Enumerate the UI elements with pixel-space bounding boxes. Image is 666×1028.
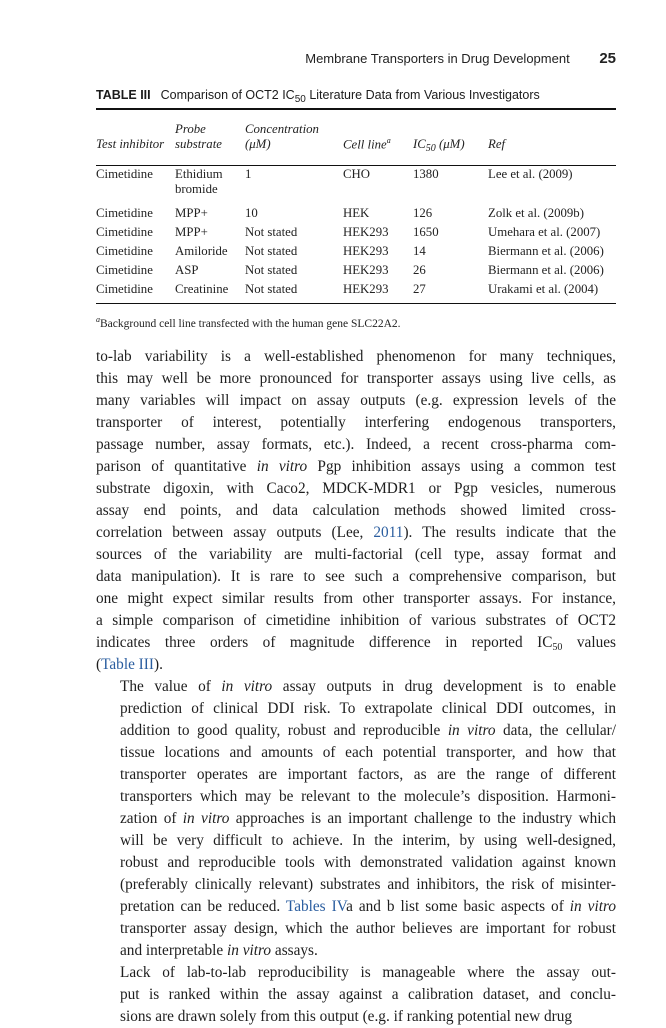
col-ic50-unit: (μM) bbox=[435, 137, 465, 151]
text-run: addition to good quality, robust and reproducible bbox=[120, 722, 448, 739]
text-line: sions are drawn solely from this output (e.g. if ranking potential new drug bbox=[120, 1008, 573, 1025]
cell-probe: ASP bbox=[175, 263, 199, 277]
col-probe-line1: Probe bbox=[175, 122, 206, 136]
text-run: Pgp inhibition assays using a common test bbox=[307, 458, 616, 475]
table-row bbox=[96, 282, 616, 301]
col-ic50 bbox=[413, 116, 488, 156]
text-run: ). The results indicate that the bbox=[403, 524, 617, 541]
cell-concentration: 1 bbox=[245, 167, 252, 181]
text-run: and interpretable bbox=[120, 942, 228, 959]
text-line: tissue locations and amounts of each potential transporter, and how that bbox=[120, 744, 616, 761]
cell-concentration: Not stated bbox=[245, 282, 298, 296]
text-run: pretation can be reduced. bbox=[120, 898, 286, 915]
cell-ic50: 126 bbox=[413, 206, 433, 220]
cell-ref: Lee et al. (2009) bbox=[488, 167, 573, 181]
text-line: substrate digoxin, with Caco2, MDCK-MDR1 or Pgp vesicles, numerous bbox=[96, 480, 616, 497]
table-row bbox=[96, 244, 616, 263]
cell-concentration: Not stated bbox=[245, 244, 298, 258]
cell-concentration: Not stated bbox=[245, 225, 298, 239]
text-line bbox=[96, 720, 616, 742]
cell-probe-line2: bromide bbox=[175, 182, 218, 196]
text-link[interactable]: Tables IV bbox=[285, 898, 347, 915]
cell-ic50: 1380 bbox=[413, 167, 439, 181]
italic-term: in vitro bbox=[182, 810, 230, 827]
cell-concentration: 10 bbox=[245, 206, 258, 220]
cell-ref: Umehara et al. (2007) bbox=[488, 225, 601, 239]
italic-term: in vitro bbox=[256, 458, 308, 475]
col-concentration bbox=[245, 116, 343, 156]
text-line: (preferably clinically relevant) substrates and inhibitors, the risk of misinter- bbox=[120, 876, 616, 893]
text-line bbox=[96, 522, 616, 544]
text-line: many variables will impact on assay outputs (e.g. expression levels of the bbox=[96, 392, 616, 409]
cell-inhibitor: Cimetidine bbox=[96, 282, 153, 296]
col-probe-line2: substrate bbox=[175, 137, 222, 151]
italic-term: in vitro bbox=[447, 722, 496, 739]
text-line: this may well be more pronounced for transporter assays using live cells, as bbox=[96, 370, 616, 387]
cell-ref: Biermann et al. (2006) bbox=[488, 263, 604, 277]
ic50-comparison-table bbox=[96, 116, 616, 301]
cell-cell-line: CHO bbox=[343, 167, 371, 181]
cell-inhibitor: Cimetidine bbox=[96, 263, 153, 277]
table-footnote bbox=[96, 315, 616, 330]
text-line: sources of the variability are multi-factorial (cell type, assay format and bbox=[96, 546, 616, 563]
text-run: data, the cellular/ bbox=[495, 722, 616, 739]
text-line: one might expect similar results from other transporter assays. For instance, bbox=[96, 590, 616, 607]
text-run: ( bbox=[96, 656, 102, 673]
text-line: robust and reproducible tools with demonstrated validation against known bbox=[120, 854, 616, 871]
italic-term: in vitro bbox=[221, 678, 273, 695]
col-test-inhibitor: Test inhibitor bbox=[96, 137, 165, 151]
col-ic50-text: IC bbox=[413, 137, 426, 151]
cell-ref: Biermann et al. (2006) bbox=[488, 244, 604, 258]
col-cell-footnote-mark: a bbox=[386, 135, 391, 145]
cell-cell-line: HEK293 bbox=[343, 263, 389, 277]
cell-ref: Zolk et al. (2009b) bbox=[488, 206, 584, 220]
text-line bbox=[96, 676, 616, 698]
table-row bbox=[96, 263, 616, 282]
text-run: assays. bbox=[271, 942, 318, 959]
col-probe-substrate bbox=[175, 116, 245, 156]
col-cell-line bbox=[343, 116, 413, 156]
table-top-rule bbox=[96, 108, 616, 110]
text-line: data manipulation). It is rare to see such a comprehensive comparison, but bbox=[96, 568, 616, 585]
table-row bbox=[96, 156, 616, 206]
text-line: put is ranked within the assay against a calibration dataset, and conclu- bbox=[120, 986, 616, 1003]
cell-probe: Creatinine bbox=[175, 282, 229, 296]
text-line bbox=[96, 654, 616, 676]
italic-term: in vitro bbox=[569, 898, 616, 915]
caption-text: Comparison of OCT2 IC bbox=[160, 88, 295, 102]
text-line: Lack of lab-to-lab reproducibility is manageable where the assay out- bbox=[120, 964, 616, 981]
cell-ic50: 27 bbox=[413, 282, 426, 296]
cell-inhibitor: Cimetidine bbox=[96, 206, 153, 220]
text-line: to-lab variability is a well-established phenomenon for many techniques, bbox=[96, 348, 616, 365]
cell-ref: Urakami et al. (2004) bbox=[488, 282, 599, 296]
text-run: a and b list some basic aspects of bbox=[346, 898, 570, 915]
text-line bbox=[96, 940, 616, 962]
col-conc-line1: Concentration bbox=[245, 122, 319, 136]
col-cell-text: Cell line bbox=[343, 137, 387, 151]
cell-cell-line: HEK293 bbox=[343, 282, 389, 296]
paragraph bbox=[96, 346, 616, 676]
cell-probe: MPP+ bbox=[175, 206, 208, 220]
text-line: prediction of clinical DDI risk. To extrapolate clinical DDI outcomes, in bbox=[120, 700, 616, 717]
cell-inhibitor: Cimetidine bbox=[96, 167, 153, 181]
text-link[interactable]: Table III bbox=[101, 656, 154, 673]
footnote-mark: a bbox=[96, 315, 100, 324]
caption-text-end: Literature Data from Various Investigators bbox=[305, 88, 540, 102]
text-run: parison of quantitative bbox=[96, 458, 257, 475]
text-run: correlation between assay outputs (Lee, bbox=[96, 524, 374, 541]
cell-probe: Amiloride bbox=[175, 244, 228, 258]
text-line bbox=[96, 896, 616, 918]
text-line bbox=[96, 632, 616, 654]
col-conc-line2: (μM) bbox=[245, 137, 271, 151]
running-title: Membrane Transporters in Drug Development bbox=[305, 51, 570, 66]
text-run: assay outputs in drug development is to enable bbox=[272, 678, 617, 695]
text-line: a simple comparison of cimetidine inhibition of various substrates of OCT2 bbox=[96, 612, 616, 629]
table-row bbox=[96, 225, 616, 244]
text-line: transporter of interest, potentially interfering endogenous transporters, bbox=[96, 414, 616, 431]
text-line: transporter assay design, which the author believes are important for robust bbox=[120, 920, 616, 937]
footnote-text: Background cell line transfected with the human gene SLC22A2. bbox=[100, 317, 401, 330]
text-line: will be very difficult to achieve. In the interim, by using well-designed, bbox=[120, 832, 616, 849]
text-run: zation of bbox=[120, 810, 183, 827]
italic-term: in vitro bbox=[227, 942, 272, 959]
text-run: values bbox=[562, 634, 616, 651]
col-ic50-sub: 50 bbox=[425, 143, 436, 154]
text-line: transporter operates are important factors, as are the range of different bbox=[120, 766, 616, 783]
cell-probe-line1: Ethidium bbox=[175, 167, 223, 181]
cell-probe bbox=[175, 156, 245, 206]
table-bottom-rule bbox=[96, 303, 616, 304]
text-line: transporters which may be relevant to the molecule’s disposition. Harmoni- bbox=[120, 788, 616, 805]
text-run: approaches is an important challenge to the industry which bbox=[229, 810, 616, 827]
cell-cell-line: HEK293 bbox=[343, 244, 389, 258]
cell-ic50: 26 bbox=[413, 263, 426, 277]
page-number: 25 bbox=[599, 50, 616, 67]
text-run: ). bbox=[153, 656, 163, 673]
cell-cell-line: HEK293 bbox=[343, 225, 389, 239]
text-link[interactable]: 2011 bbox=[373, 524, 404, 541]
caption-subscript: 50 bbox=[294, 94, 306, 105]
running-header bbox=[305, 50, 616, 67]
cell-cell-line: HEK bbox=[343, 206, 370, 220]
cell-ic50: 1650 bbox=[413, 225, 439, 239]
table-row bbox=[96, 206, 616, 225]
table-header-row bbox=[96, 116, 616, 156]
text-run: indicates three orders of magnitude difference in reported IC bbox=[96, 634, 553, 651]
col-ref: Ref bbox=[488, 137, 506, 151]
cell-ic50: 14 bbox=[413, 244, 426, 258]
paragraph bbox=[96, 676, 616, 962]
cell-inhibitor: Cimetidine bbox=[96, 244, 153, 258]
cell-inhibitor: Cimetidine bbox=[96, 225, 153, 239]
text-line: passage number, assay formats, etc.). Indeed, a recent cross-pharma com- bbox=[96, 436, 616, 453]
text-run: The value of bbox=[120, 678, 222, 695]
body-text bbox=[96, 346, 616, 1028]
text-line: assay end points, and data calculation methods showed limited cross- bbox=[96, 502, 616, 519]
cell-probe: MPP+ bbox=[175, 225, 208, 239]
text-line bbox=[96, 808, 616, 830]
table-label: TABLE III bbox=[96, 88, 151, 102]
paragraph bbox=[96, 962, 616, 1028]
text-line bbox=[96, 456, 616, 478]
subscript: 50 bbox=[552, 642, 563, 653]
cell-concentration: Not stated bbox=[245, 263, 298, 277]
table-caption bbox=[96, 88, 616, 105]
